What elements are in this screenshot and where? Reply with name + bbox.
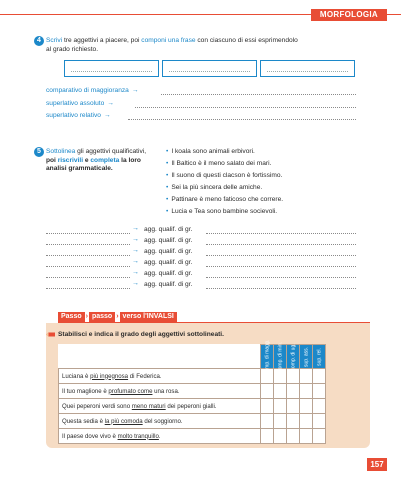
cell-text: di Federica.	[128, 372, 162, 380]
sentence-item[interactable]	[166, 148, 255, 155]
table-row	[59, 399, 326, 414]
answer-cell[interactable]	[300, 414, 313, 429]
sentence-cell	[59, 414, 261, 429]
table-row	[59, 369, 326, 384]
analysis-label: agg. qualif. di gr.	[144, 248, 193, 255]
comparative-majority-label	[46, 87, 138, 96]
cell-text: Questa sedia è	[62, 417, 105, 425]
answer-line[interactable]	[128, 119, 356, 120]
column-header	[287, 345, 300, 369]
answer-line[interactable]	[206, 288, 356, 289]
sentence-text: Il Baltico è il meno salato dei mari.	[171, 160, 272, 167]
bullet-icon: •	[166, 148, 169, 155]
column-label: sup. ass.	[302, 346, 309, 368]
cell-text: dei peperoni gialli.	[165, 402, 217, 410]
column-label: sup. rel.	[315, 348, 322, 366]
underlined-adjective: profumato come	[108, 387, 153, 395]
column-label: comp. di min.	[276, 342, 283, 372]
answer-cell[interactable]	[261, 429, 274, 444]
analysis-row	[46, 258, 356, 268]
instr-text: la loro	[119, 156, 141, 164]
instr-verb-sottolinea: Sottolinea	[46, 148, 76, 155]
analysis-label: agg. qualif. di gr.	[144, 270, 193, 277]
sentence-item[interactable]	[166, 160, 271, 167]
answer-cell[interactable]	[313, 369, 326, 384]
bullet-icon: •	[166, 172, 169, 179]
analysis-row	[46, 247, 356, 257]
cell-text: .	[158, 432, 161, 440]
arrow-icon: →	[132, 258, 139, 265]
invalsi-title: Stabilisci e indica il grado degli aggettivi sottolineati.	[58, 331, 224, 338]
absolute-superlative-label	[46, 100, 114, 109]
answer-cell[interactable]	[287, 429, 300, 444]
analysis-row	[46, 236, 356, 246]
analysis-row	[46, 280, 356, 290]
exercise-4-instructions	[46, 37, 366, 54]
exercise-5-instructions	[46, 148, 164, 174]
column-header	[313, 345, 326, 369]
answer-line[interactable]	[206, 233, 356, 234]
label-text: comparativo di maggioranza	[46, 87, 129, 94]
label-text: superlativo relativo	[46, 112, 101, 119]
instr-verb-completa: completa	[90, 156, 120, 164]
answer-cell[interactable]	[300, 369, 313, 384]
relative-superlative-label	[46, 112, 111, 121]
answer-cell[interactable]	[274, 429, 287, 444]
sentence-text: Sei la più sincera delle amiche.	[171, 184, 263, 191]
banner-step-icon: ›	[85, 313, 88, 320]
invalsi-banner	[58, 312, 177, 322]
column-header	[274, 342, 287, 372]
answer-line[interactable]	[135, 107, 356, 108]
sentence-text: Lucia e Tea sono bambine socievoli.	[171, 208, 278, 215]
answer-cell[interactable]	[313, 399, 326, 414]
exercise-5-number: 5	[34, 147, 44, 157]
table-row	[59, 384, 326, 399]
answer-cell[interactable]	[287, 414, 300, 429]
arrow-icon: →	[103, 112, 111, 119]
bullet-icon: •	[166, 208, 169, 215]
analysis-label: agg. qualif. di gr.	[144, 226, 193, 233]
analysis-label: agg. qualif. di gr.	[144, 237, 193, 244]
banner-tag-passo: Passo	[58, 312, 85, 322]
answer-cell[interactable]	[287, 384, 300, 399]
arrow-icon: →	[107, 100, 114, 107]
instr-verb-scrivi: Scrivi	[46, 37, 63, 44]
answer-cell[interactable]	[300, 429, 313, 444]
answer-line[interactable]	[46, 255, 130, 256]
section-badge: MORFOLOGIA	[311, 9, 387, 21]
section-header	[0, 9, 401, 21]
answer-cell[interactable]	[287, 399, 300, 414]
grade-table	[58, 339, 326, 444]
adjective-box-3[interactable]	[260, 60, 355, 77]
column-label: comp. di magg.	[263, 339, 270, 375]
cell-text: una rosa.	[152, 387, 180, 395]
instr-text: gli aggettivi qualificativi,	[75, 148, 147, 155]
instr-text: analisi grammaticale.	[46, 165, 113, 172]
sentence-item[interactable]	[166, 172, 282, 179]
sentence-item[interactable]	[166, 196, 283, 203]
bullet-icon: •	[166, 196, 169, 203]
answer-line[interactable]	[161, 94, 356, 95]
answer-cell[interactable]	[274, 414, 287, 429]
answer-cell[interactable]	[274, 384, 287, 399]
arrow-icon: →	[132, 269, 139, 276]
answer-cell[interactable]	[313, 414, 326, 429]
instr-text-3: al grado richiesto.	[46, 45, 99, 53]
answer-cell[interactable]	[300, 384, 313, 399]
answer-line[interactable]	[46, 288, 130, 289]
page-number: 157	[367, 458, 387, 471]
bullet-icon: •	[166, 160, 169, 167]
bullet-icon: •	[166, 184, 169, 191]
answer-line[interactable]	[46, 266, 130, 267]
label-text: superlativo assoluto	[46, 100, 105, 107]
sentence-item[interactable]	[166, 184, 262, 191]
answer-cell[interactable]	[287, 369, 300, 384]
underlined-adjective: meno maturi	[131, 402, 166, 410]
exercise-4-number: 4	[34, 36, 44, 46]
cell-text: Il paese dove vivo è	[62, 432, 118, 440]
answer-line[interactable]	[46, 233, 130, 234]
answer-cell[interactable]	[313, 429, 326, 444]
analysis-row	[46, 225, 356, 235]
cell-text: Luciana è	[62, 372, 91, 380]
cell-text: del soggiorno.	[142, 417, 183, 425]
banner-tag-passo-2: passo	[89, 312, 115, 322]
answer-line[interactable]	[206, 277, 356, 278]
cell-text: Quei peperoni verdi sono	[62, 402, 132, 410]
arrow-icon: →	[131, 87, 139, 94]
banner-tag-invalsi: verso l'INVALSI	[120, 312, 177, 322]
instr-text: e	[83, 156, 91, 164]
sentence-cell	[59, 429, 261, 444]
sentence-item[interactable]	[166, 208, 277, 215]
pencil-icon	[46, 332, 56, 337]
sentence-text: Pattinare è meno faticoso che correre.	[171, 196, 284, 203]
answer-cell[interactable]	[313, 384, 326, 399]
arrow-icon: →	[132, 247, 139, 254]
sentence-cell	[59, 384, 261, 399]
answer-cell[interactable]	[274, 399, 287, 414]
column-header	[261, 339, 274, 375]
cell-text: Il tuo maglione è	[62, 387, 109, 395]
instr-text: poi	[46, 156, 58, 164]
answer-cell[interactable]	[261, 384, 274, 399]
arrow-icon: →	[132, 225, 139, 232]
answer-line[interactable]	[206, 266, 356, 267]
table-row	[59, 429, 326, 444]
instr-verb-componi: componi una frase	[141, 37, 196, 44]
adjective-box-1[interactable]	[64, 60, 159, 77]
analysis-row	[46, 269, 356, 279]
table-corner	[59, 345, 261, 369]
instr-text-2: con ciascuno di essi esprimendolo	[195, 37, 298, 44]
arrow-icon: →	[132, 280, 139, 287]
arrow-icon: →	[132, 236, 139, 243]
underlined-adjective: molto tranquillo	[117, 432, 159, 440]
underlined-adjective: la più comoda	[104, 417, 143, 425]
instr-text: tre aggettivi a piacere, poi	[62, 37, 142, 44]
banner-step-icon: ›	[116, 313, 119, 320]
answer-cell[interactable]	[300, 399, 313, 414]
answer-line[interactable]	[46, 244, 130, 245]
column-label: comp. di ug.	[289, 343, 296, 371]
analysis-label: agg. qualif. di gr.	[144, 281, 193, 288]
sentence-text: Il suono di questi clacson è fortissimo.	[171, 172, 283, 179]
answer-line[interactable]	[46, 277, 130, 278]
table-row	[59, 414, 326, 429]
answer-line[interactable]	[206, 255, 356, 256]
instr-verb-riscrivili: riscrivili	[57, 156, 84, 164]
column-header	[300, 345, 313, 369]
sentence-cell	[59, 369, 261, 384]
sentence-text: I koala sono animali erbivori.	[171, 148, 255, 155]
sentence-cell	[59, 399, 261, 414]
analysis-label: agg. qualif. di gr.	[144, 259, 193, 266]
answer-cell[interactable]	[261, 414, 274, 429]
underlined-adjective: più ingegnosa	[90, 372, 129, 380]
answer-cell[interactable]	[261, 399, 274, 414]
adjective-box-2[interactable]	[162, 60, 257, 77]
answer-line[interactable]	[206, 244, 356, 245]
